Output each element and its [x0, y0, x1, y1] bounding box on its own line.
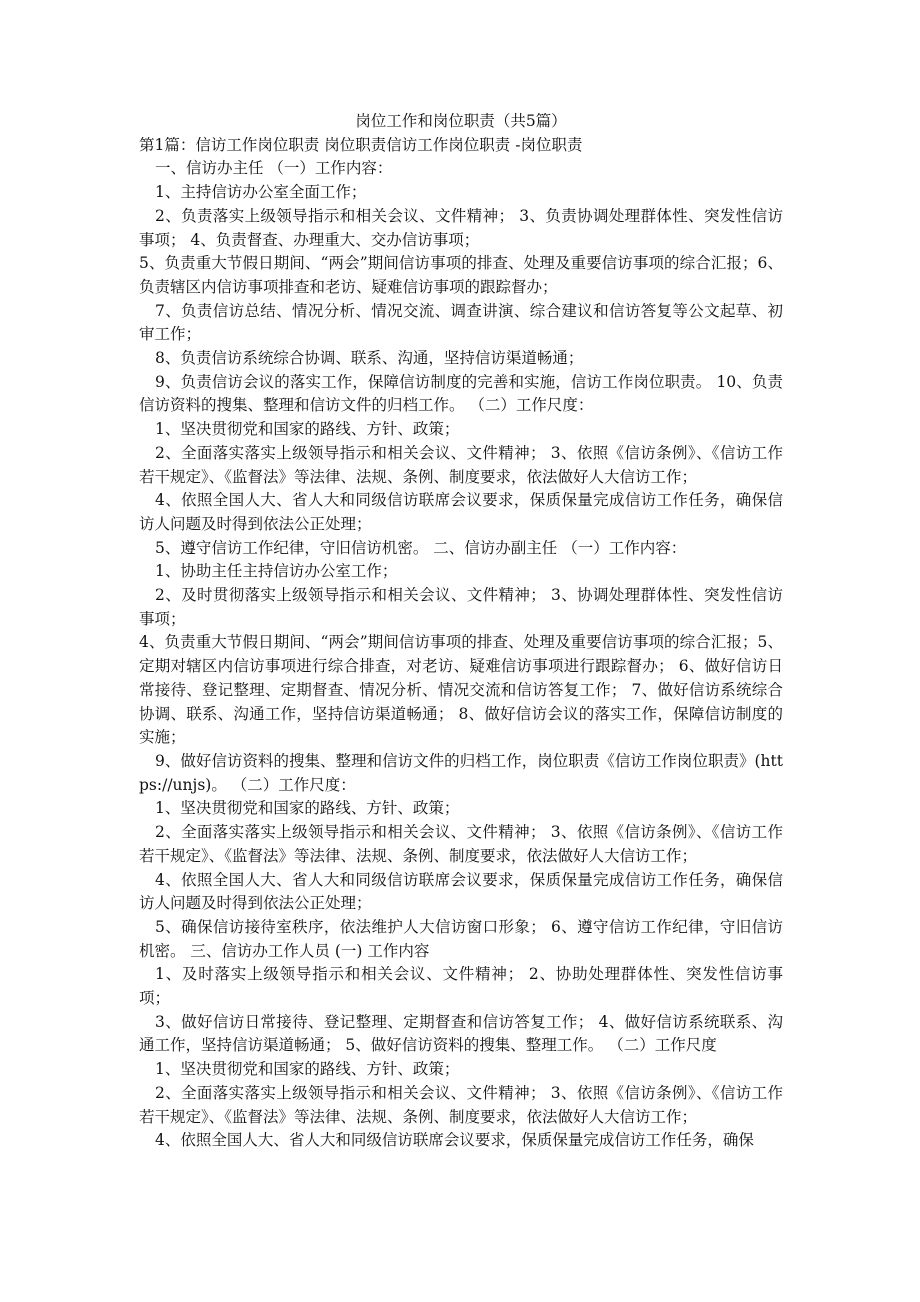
section-heading: 一、信访办主任 （一）工作内容： — [155, 159, 393, 178]
document-page — [139, 110, 783, 1153]
paragraph: 2、全面落实落实上级领导指示和相关会议、文件精神； 3、依照《信访条例》、《信访工作若干规定》、《监督法》等法律、法规、条例、制度要求，依法做好人大信访工作； — [139, 1083, 783, 1126]
paragraph: 2、全面落实落实上级领导指示和相关会议、文件精神； 3、依照《信访条例》、《信访工作若干规定》、《监督法》等法律、法规、条例、制度要求，依法做好人大信访工作； — [139, 443, 783, 486]
paragraph: 4、依照全国人大、省人大和同级信访联席会议要求，保质保量完成信访工作任务，确保 — [155, 1131, 754, 1150]
paragraph: 1、坚决贯彻党和国家的路线、方针、政策； — [155, 799, 460, 818]
paragraph: 1、协助主任主持信访办公室工作； — [155, 562, 398, 581]
chapter-heading: 第1篇：信访工作岗位职责 岗位职责信访工作岗位职责 -岗位职责 — [139, 135, 583, 154]
paragraph: 3、做好信访日常接待、登记整理、定期督查和信访答复工作； 4、做好信访系统联系、沟通工作，坚持信访渠道畅通； 5、做好信访资料的搜集、整理工作。 （二）工作尺度 — [139, 1012, 783, 1055]
paragraph: 9、负责信访会议的落实工作，保障信访制度的完善和实施，信访工作岗位职责。 10、负责信访资料的搜集、整理和信访文件的归档工作。 （二）工作尺度： — [139, 372, 783, 415]
paragraph: 1、主持信访办公室全面工作； — [155, 183, 367, 202]
paragraph: 7、负责信访总结、情况分析、情况交流、调查讲演、综合建议和信访答复等公文起草、初审工作； — [139, 301, 783, 344]
paragraph: 1、坚决贯彻党和国家的路线、方针、政策； — [155, 420, 460, 439]
paragraph: 4、依照全国人大、省人大和同级信访联席会议要求，保质保量完成信访工作任务，确保信访人问题及时得到依法公正处理； — [139, 491, 783, 533]
paragraph: 8、负责信访系统综合协调、联系、沟通，坚持信访渠道畅通； — [155, 349, 584, 368]
paragraph: 2、负责落实上级领导指示和相关会议、文件精神； 3、负责协调处理群体性、突发性信访事项； 4、负责督查、办理重大、交办信访事项； — [139, 206, 783, 249]
paragraph: 2、全面落实落实上级领导指示和相关会议、文件精神； 3、依照《信访条例》、《信访工作若干规定》、《监督法》等法律、法规、条例、制度要求，依法做好人大信访工作； — [139, 823, 783, 865]
paragraph: 5、确保信访接待室秩序，依法维护人大信访窗口形象； 6、遵守信访工作纪律，守旧信访机密。 三、信访办工作人员 (一) 工作内容 — [139, 917, 783, 960]
paragraph: 1、坚决贯彻党和国家的路线、方针、政策； — [155, 1060, 460, 1079]
paragraph: 1、及时落实上级领导指示和相关会议、文件精神； 2、协助处理群体性、突发性信访事项； — [139, 965, 783, 1008]
document-title: 岗位工作和岗位职责（共5篇） — [355, 112, 567, 130]
paragraph: 4、依照全国人大、省人大和同级信访联席会议要求，保质保量完成信访工作任务，确保信访人问题及时得到依法公正处理； — [139, 870, 783, 913]
paragraph: 4、负责重大节假日期间、“两会”期间信访事项的排查、处理及重要信访事项的综合汇报；5、定期对辖区内信访事项进行综合排查，对老访、疑难信访事项进行跟踪督办； 6、做好信访日常接待、登记整理、定期督查、情况分析、情况交流和信访答复工作； 7、做好信访系统综合协调、联系、沟通工作，坚持信访渠道畅通； 8、做好信访会议的落实工作，保障信访制度的实施； — [139, 633, 783, 747]
paragraph: 9、做好信访资料的搜集、整理和信访文件的归档工作，岗位职责《信访工作岗位职责》(https://unjs)。 （二）工作尺度： — [139, 751, 783, 794]
paragraph: 5、遵守信访工作纪律，守旧信访机密。 二、信访办副主任 （一）工作内容： — [155, 538, 687, 557]
paragraph: 2、及时贯彻落实上级领导指示和相关会议、文件精神； 3、协调处理群体性、突发性信访事项； — [139, 586, 783, 628]
paragraph: 5、负责重大节假日期间、“两会”期间信访事项的排查、处理及重要信访事项的综合汇报；6、负责辖区内信访事项排查和老访、疑难信访事项的跟踪督办； — [139, 254, 783, 296]
